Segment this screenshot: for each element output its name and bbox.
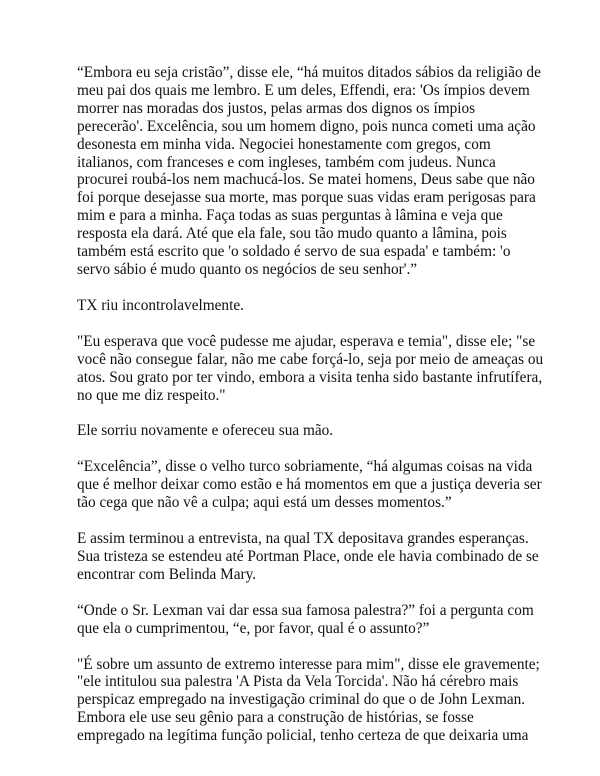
text-line: morrer nas moradas dos justos, pelas armas dos dignos os ímpios xyxy=(77,99,476,117)
text-line: também está escrito que 'o soldado é servo de sua espada' e também: 'o xyxy=(77,243,511,261)
text-line: mim e para a minha. Faça todas as suas perguntas à lâmina e veja que xyxy=(77,207,503,225)
text-line: Sua tristeza se estendeu até Portman Place, onde ele havia combinado de se xyxy=(77,547,539,565)
text-line: E assim terminou a entrevista, na qual TX depositava grandes esperanças. xyxy=(77,530,529,548)
text-line: no que me diz respeito." xyxy=(77,386,226,404)
text-line: "ele intitulou sua palestra 'A Pista da Vela Torcida'. Não há cérebro mais xyxy=(77,673,519,691)
paragraph-7 xyxy=(77,602,537,638)
paragraph-5 xyxy=(77,458,542,512)
text-line: que é melhor deixar como estão e há momentos em que a justiça deveria ser xyxy=(77,476,542,494)
paragraph-1 xyxy=(77,64,541,279)
text-line: TX riu incontrolavelmente. xyxy=(77,296,244,314)
text-line: empregado na legítima função policial, tenho certeza de que deixaria uma xyxy=(77,727,529,745)
paragraph-3 xyxy=(77,332,544,405)
text-line: procurei roubá-los nem machucá-los. Se matei homens, Deus sabe que não xyxy=(77,171,535,189)
paragraph-2 xyxy=(77,297,537,315)
text-line: italianos, com franceses e com ingleses, também com judeus. Nunca xyxy=(77,153,496,171)
text-line: atos. Sou grato por ter vindo, embora a visita tenha sido bastante infrutífera, xyxy=(77,368,543,386)
text-line: "Eu esperava que você pudesse me ajudar, esperava e temia", disse ele; "se xyxy=(77,332,536,350)
text-line: servo sábio é mudo quanto os negócios de seu senhor'.” xyxy=(77,260,418,278)
text-line: perspicaz empregado na investigação criminal do que o de John Lexman. xyxy=(77,691,526,709)
text-line: Ele sorriu novamente e ofereceu sua mão. xyxy=(77,422,334,440)
text-line: você não consegue falar, não me cabe forçá-lo, seja por meio de ameaças ou xyxy=(77,350,544,368)
text-line: resposta ela dará. Até que ela fale, sou tão mudo quanto a lâmina, pois xyxy=(77,225,507,243)
text-line: desonesta em minha vida. Negociei honestamente com gregos, com xyxy=(77,135,491,153)
paragraph-4 xyxy=(77,422,537,440)
text-line: “Onde o Sr. Lexman vai dar essa sua famosa palestra?” foi a pergunta com xyxy=(77,601,534,619)
document-page xyxy=(77,64,544,763)
paragraph-8 xyxy=(77,655,540,746)
text-line: foi porque desejasse sua morte, mas porque suas vidas eram perigosas para xyxy=(77,189,536,207)
text-line: Embora ele use seu gênio para a construção de histórias, se fosse xyxy=(77,709,474,727)
text-line: perecerão'. Excelência, sou um homem digno, pois nunca cometi uma ação xyxy=(77,117,536,135)
text-line: encontrar com Belinda Mary. xyxy=(77,565,257,583)
text-line: "É sobre um assunto de extremo interesse para mim", disse ele gravemente; xyxy=(77,655,540,673)
text-line: tão cega que não vê a culpa; aqui está um desses momentos.” xyxy=(77,494,452,512)
paragraph-6 xyxy=(77,530,537,584)
text-line: meu pai dos quais me lembro. E um deles, Effendi, era: 'Os ímpios devem xyxy=(77,81,530,99)
text-line: “Embora eu seja cristão”, disse ele, “há muitos ditados sábios da religião de xyxy=(77,64,541,81)
text-line: que ela o cumprimentou, “e, por favor, qual é o assunto?” xyxy=(77,619,430,637)
text-line: “Excelência”, disse o velho turco sobriamente, “há algumas coisas na vida xyxy=(77,458,533,476)
